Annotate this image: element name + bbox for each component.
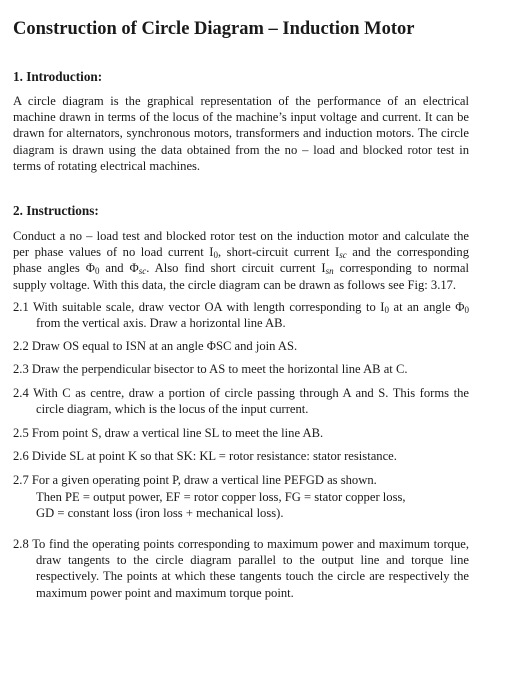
instructions-text: Conduct a no – load test and blocked rotor test on the induction motor and calculate the per phase values of no load current I xyxy=(13,229,469,260)
step-text: from the vertical axis. Draw a horizontal line AB. xyxy=(36,316,286,331)
step-2-7 xyxy=(13,472,469,521)
subscript: 0 xyxy=(94,266,100,277)
subscript: sn xyxy=(325,266,334,277)
step-text: 2.1 With suitable scale, draw vector OA with length corresponding to I xyxy=(13,299,385,314)
instructions-paragraph xyxy=(13,228,469,293)
subscript: 0 xyxy=(464,304,469,315)
instructions-text: and Φ xyxy=(99,261,139,276)
subscript: sc xyxy=(138,266,147,277)
step-2-1 xyxy=(13,299,469,331)
subscript: 0 xyxy=(384,304,389,315)
instructions-text: corresponding to normal supply voltage. With this data, the circle diagram can be drawn as follows see Fig: 3.17. xyxy=(13,261,469,292)
subscript: sc xyxy=(339,250,347,261)
step-line: GD = constant loss (iron loss + mechanical loss). xyxy=(36,505,284,520)
section-heading-introduction: 1. Introduction: xyxy=(13,69,103,84)
step-text: at an angle Φ xyxy=(388,299,465,314)
instructions-text: and the corresponding phase angles Φ xyxy=(13,245,469,276)
instructions-text: , short-circuit current I xyxy=(217,245,340,260)
step-2-5: 2.5 From point S, draw a vertical line SL to meet the line AB. xyxy=(13,426,324,441)
step-text: 2.7 For a given operating point P, draw a vertical line PEFGD as shown. xyxy=(13,473,377,488)
step-2-3: 2.3 Draw the perpendicular bisector to AS to meet the horizontal line AB at C. xyxy=(13,362,408,377)
step-2-8: 2.8 To find the operating points corresponding to maximum power and maximum torque, draw tangents to the circle diagram parallel to the output line and torque line respectively. The points at which these tangents touch the circle are respectively the maximum power point and maximum torque point. xyxy=(13,537,469,600)
introduction-paragraph: A circle diagram is the graphical representation of the performance of an electrical machine drawn in terms of the locus of the machine’s input voltage and current. It can be drawn for alternators, synchronous motors, transformers and induction motors. The circle diagram is drawn using the data obtained from the no – load and blocked rotor test in terms of rotating electrical machines. xyxy=(13,94,469,173)
step-line: Then PE = output power, EF = rotor copper loss, FG = stator copper loss, xyxy=(36,489,406,504)
instructions-text: . Also find short circuit current I xyxy=(146,261,326,276)
step-2-4: 2.4 With C as centre, draw a portion of circle passing through A and S. This forms the circle diagram, which is the locus of the input current. xyxy=(13,385,469,416)
step-2-6: 2.6 Divide SL at point K so that SK: KL = rotor resistance: stator resistance. xyxy=(13,449,397,464)
step-2-2: 2.2 Draw OS equal to ISN at an angle ΦSC and join AS. xyxy=(13,339,298,354)
section-heading-instructions: 2. Instructions: xyxy=(13,203,99,219)
subscript: 0 xyxy=(213,250,218,261)
document-title: Construction of Circle Diagram – Induction Motor xyxy=(13,19,415,39)
